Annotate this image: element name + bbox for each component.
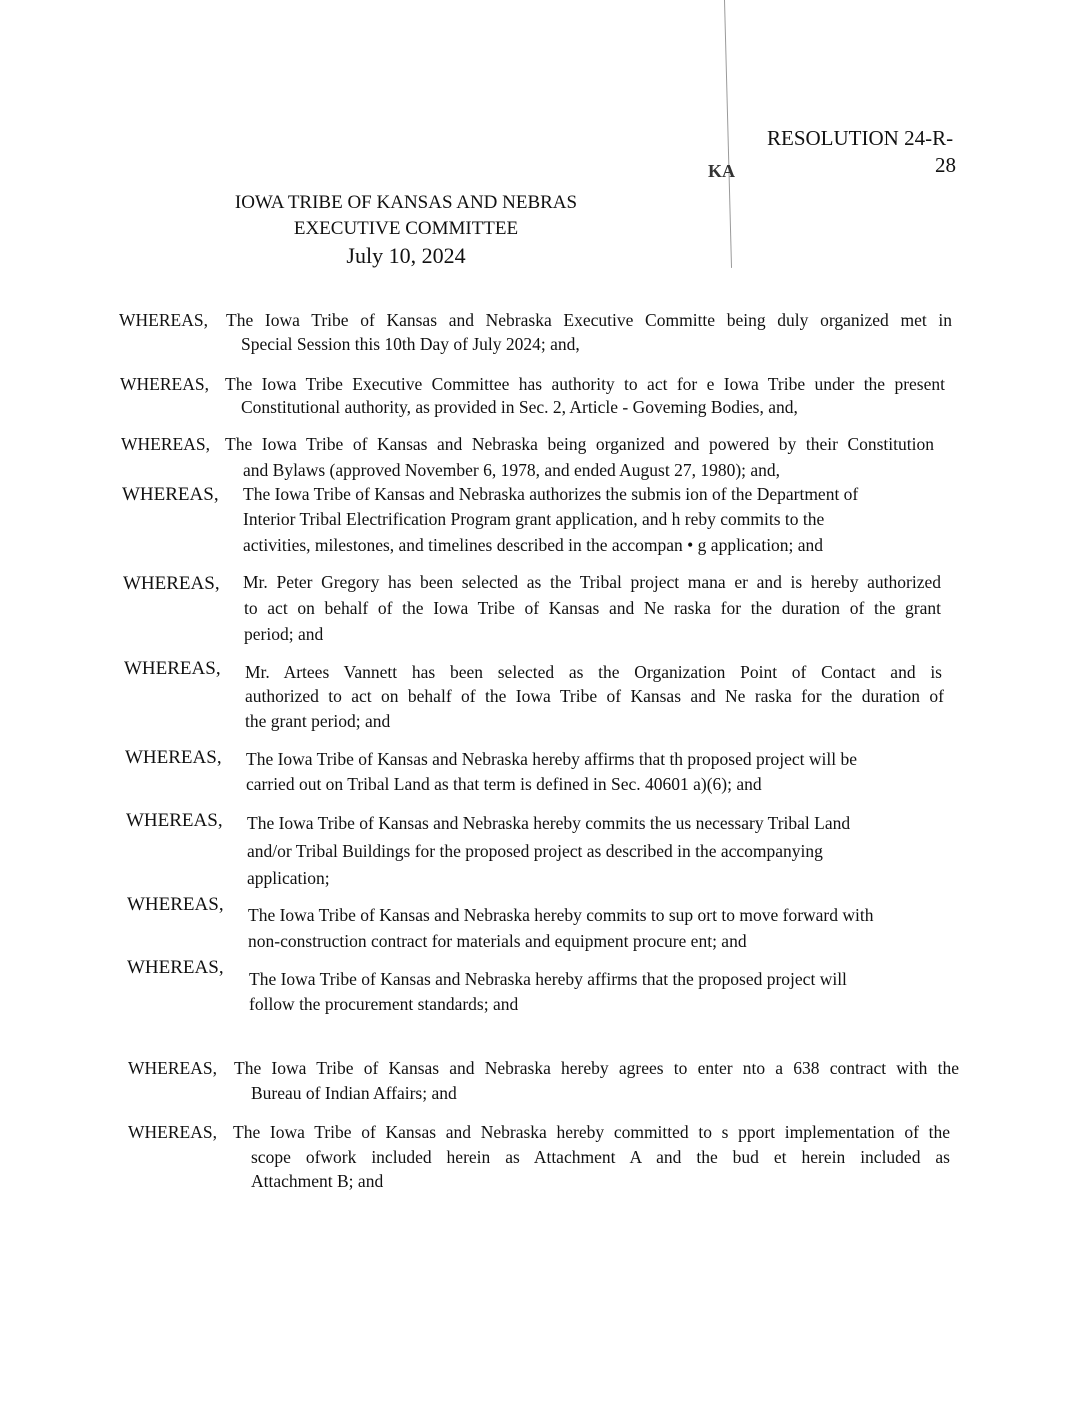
clause-line: The Iowa Tribe of Kansas and Nebraska hereby affirms that the proposed project will bbox=[249, 969, 847, 989]
clause-line: The Iowa Tribe of Kansas and Nebraska being organized and powered by their Constitution bbox=[225, 434, 934, 454]
clause-line: follow the procurement standards; and bbox=[249, 994, 519, 1014]
clause-line: and Bylaws (approved November 6, 1978, and ended August 27, 1980); and, bbox=[243, 460, 781, 480]
clause-keyword: WHEREAS, bbox=[123, 573, 220, 594]
clause-line: Special Session this 10th Day of July 2024; and, bbox=[241, 334, 580, 354]
clause-line: scope ofwork included herein as Attachment A and the bud et herein included as bbox=[251, 1147, 950, 1167]
clause-line: Mr. Peter Gregory has been selected as the Tribal project mana er and is hereby authorized bbox=[243, 572, 941, 592]
clause-keyword: WHEREAS, bbox=[121, 434, 210, 454]
clause-line: The Iowa Tribe of Kansas and Nebraska hereby commits to sup ort to move forward with bbox=[248, 905, 874, 925]
clause-keyword: WHEREAS, bbox=[126, 810, 223, 831]
clause-line: non-construction contract for materials and equipment procure ent; and bbox=[248, 931, 747, 951]
clause-line: The Iowa Tribe of Kansas and Nebraska authorizes the submis ion of the Department of bbox=[243, 484, 859, 504]
clause-line: carried out on Tribal Land as that term is defined in Sec. 40601 a)(6); and bbox=[246, 774, 762, 794]
org-name-heading: IOWA TRIBE OF KANSAS AND NEBRAS bbox=[234, 192, 578, 213]
clause-line: the grant period; and bbox=[245, 711, 391, 731]
clause-keyword: WHEREAS, bbox=[128, 1058, 217, 1078]
clause-line: application; bbox=[247, 868, 330, 888]
clause-keyword: WHEREAS, bbox=[128, 1122, 217, 1142]
clause-keyword: WHEREAS, bbox=[125, 747, 222, 768]
clause-line: Mr. Artees Vannett has been selected as the Organization Point of Contact and is bbox=[245, 662, 942, 682]
clause-line: The Iowa Tribe of Kansas and Nebraska hereby committed to s pport implementation of the bbox=[233, 1122, 950, 1142]
scan-divider-line bbox=[724, 0, 732, 268]
clause-keyword: WHEREAS, bbox=[127, 894, 224, 915]
clause-line: period; and bbox=[244, 624, 324, 644]
clause-line: and/or Tribal Buildings for the proposed project as described in the accompanying bbox=[247, 841, 823, 861]
clause-line: authorized to act on behalf of the Iowa Tribe of Kansas and Ne raska for the duration of bbox=[245, 686, 944, 706]
clause-keyword: WHEREAS, bbox=[122, 484, 219, 505]
clause-line: Attachment B; and bbox=[251, 1171, 384, 1191]
clause-line: Interior Tribal Electrification Program grant application, and h reby commits to the bbox=[243, 509, 825, 529]
clause-line: The Iowa Tribe Executive Committee has authority to act for e Iowa Tribe under the present bbox=[225, 374, 945, 394]
resolution-number-line2: 28 bbox=[935, 153, 956, 177]
clause-keyword: WHEREAS, bbox=[119, 310, 208, 330]
resolution-date: July 10, 2024 bbox=[346, 243, 466, 268]
clause-keyword: WHEREAS, bbox=[120, 374, 209, 394]
clause-line: The Iowa Tribe of Kansas and Nebraska hereby agrees to enter nto a 638 contract with the bbox=[234, 1058, 959, 1078]
clause-line: to act on behalf of the Iowa Tribe of Kansas and Ne raska for the duration of the grant bbox=[244, 598, 941, 618]
committee-heading: EXECUTIVE COMMITTEE bbox=[293, 218, 519, 239]
clause-line: The Iowa Tribe of Kansas and Nebraska hereby commits the us necessary Tribal Land bbox=[247, 813, 851, 833]
clause-line: The Iowa Tribe of Kansas and Nebraska hereby affirms that th proposed project will be bbox=[246, 749, 858, 769]
clause-keyword: WHEREAS, bbox=[124, 658, 221, 679]
clause-line: activities, milestones, and timelines described in the accompan • g application; and bbox=[243, 535, 824, 555]
clause-line: Constitutional authority, as provided in Sec. 2, Article - Goveming Bodies, and, bbox=[241, 397, 798, 417]
stamp-fragment: KA bbox=[708, 161, 735, 181]
clause-keyword: WHEREAS, bbox=[127, 957, 224, 978]
clause-line: Bureau of Indian Affairs; and bbox=[251, 1083, 457, 1103]
resolution-number-line1: RESOLUTION 24-R- bbox=[767, 126, 954, 150]
clause-line: The Iowa Tribe of Kansas and Nebraska Executive Committe being duly organized met in bbox=[226, 310, 952, 330]
